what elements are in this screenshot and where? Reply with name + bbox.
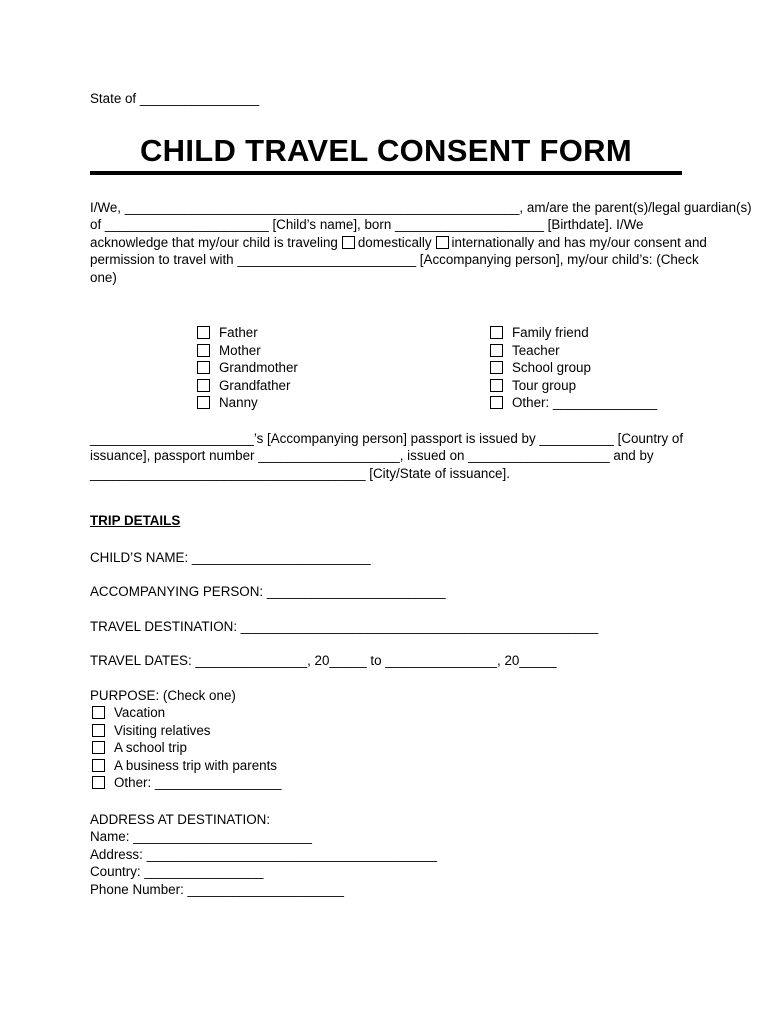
title-underline xyxy=(90,171,682,175)
checkbox-label: A school trip xyxy=(114,740,187,755)
checkbox-label: A business trip with parents xyxy=(114,757,278,773)
purpose-option-other xyxy=(92,774,682,792)
grandmother-checkbox[interactable] xyxy=(197,361,210,374)
relationship-option-grandfather xyxy=(197,377,490,395)
purpose-heading: PURPOSE: (Check one) xyxy=(90,687,236,703)
purpose-option-visiting-relatives xyxy=(92,722,682,740)
checkbox-label: Mother xyxy=(219,342,261,358)
intro-line-3b: domestically xyxy=(357,234,432,250)
form-title: CHILD TRAVEL CONSENT FORM xyxy=(139,132,632,168)
destination-name-line: Name: ________________________ xyxy=(90,829,312,844)
accompanying-person-line: ACCOMPANYING PERSON: ________________________ xyxy=(90,584,446,599)
checkbox-label: Visiting relatives xyxy=(114,722,211,738)
passport-line-3: _____________________________________ [City/State of issuance]. xyxy=(90,465,510,481)
checkbox-label: Tour group xyxy=(512,377,577,393)
checkbox-label: Father xyxy=(219,325,258,340)
checkbox-label: Grandfather xyxy=(219,377,291,393)
passport-line-2: issuance], passport number ___________________, issued on ___________________ and by xyxy=(90,448,654,463)
state-of-line: State of ________________ xyxy=(90,91,260,106)
relationship-option-family-friend xyxy=(490,324,657,342)
checkbox-label: Other: _________________ xyxy=(114,775,282,790)
intro-line-3c: internationally and has my/our consent and xyxy=(451,234,707,250)
visiting-relatives-checkbox[interactable] xyxy=(92,724,105,737)
relationship-option-other xyxy=(490,394,657,412)
childs-name-line: CHILD’S NAME: ________________________ xyxy=(90,549,371,565)
internationally-checkbox[interactable] xyxy=(436,236,449,249)
relationship-option-school-group xyxy=(490,359,657,377)
travel-destination-line: TRAVEL DESTINATION: ________________________________________________ xyxy=(90,618,599,634)
nanny-checkbox[interactable] xyxy=(197,396,210,409)
relationship-option-nanny xyxy=(197,394,490,412)
relationship-option-father xyxy=(197,324,490,342)
checkbox-label: School group xyxy=(512,360,591,375)
checkbox-label: Family friend xyxy=(512,325,589,340)
intro-paragraph xyxy=(90,199,752,287)
relationship-option-tour-group xyxy=(490,377,657,395)
vacation-checkbox[interactable] xyxy=(92,706,105,719)
grandfather-checkbox[interactable] xyxy=(197,379,210,392)
purpose-option-vacation xyxy=(92,704,682,722)
purpose-other-checkbox[interactable] xyxy=(92,776,105,789)
relationship-option-mother xyxy=(197,342,490,360)
relationship-column-left xyxy=(197,324,490,412)
intro-line-3a: acknowledge that my/our child is traveling xyxy=(90,234,338,250)
destination-phone-line: Phone Number: _____________________ xyxy=(90,881,344,897)
relationship-option-grandmother xyxy=(197,359,490,377)
passport-paragraph xyxy=(90,430,682,483)
relationship-column-right xyxy=(490,324,657,412)
checkbox-label: Grandmother xyxy=(219,360,298,375)
checkbox-label: Nanny xyxy=(219,395,258,410)
intro-line-1: I/We, _____________________________________________________, am/are the parent(s)/legal guardian(s) xyxy=(90,199,752,215)
relationship-option-teacher xyxy=(490,342,657,360)
purpose-option-business-trip xyxy=(92,757,682,775)
checkbox-label: Teacher xyxy=(512,342,560,358)
travel-dates-line: TRAVEL DATES: _______________, 20_____ to _______________, 20_____ xyxy=(90,653,557,668)
passport-line-1: ______________________’s [Accompanying person] passport is issued by __________ [Country of xyxy=(90,430,684,446)
checkbox-label: Vacation xyxy=(114,705,166,720)
mother-checkbox[interactable] xyxy=(197,344,210,357)
tour-group-checkbox[interactable] xyxy=(490,379,503,392)
intro-line-4: permission to travel with ________________________ [Accompanying person], my/our child’s: (Check xyxy=(90,252,699,267)
address-at-destination-heading: ADDRESS AT DESTINATION: xyxy=(90,811,271,827)
family-friend-checkbox[interactable] xyxy=(490,326,503,339)
school-trip-checkbox[interactable] xyxy=(92,741,105,754)
teacher-checkbox[interactable] xyxy=(490,344,503,357)
trip-details-heading: TRIP DETAILS xyxy=(90,513,181,528)
school-group-checkbox[interactable] xyxy=(490,361,503,374)
relationship-other-checkbox[interactable] xyxy=(490,396,503,409)
destination-address-line: Address: _______________________________________ xyxy=(90,846,438,862)
relationship-check-group xyxy=(197,324,682,412)
destination-country-line: Country: ________________ xyxy=(90,864,264,879)
purpose-option-school-trip xyxy=(92,739,682,757)
domestically-checkbox[interactable] xyxy=(342,236,355,249)
purpose-check-group xyxy=(92,704,682,792)
checkbox-label: Other: ______________ xyxy=(512,395,658,410)
intro-line-2: of ______________________ [Child’s name], born ____________________ [Birthdate]. I/We xyxy=(90,217,644,232)
father-checkbox[interactable] xyxy=(197,326,210,339)
business-trip-checkbox[interactable] xyxy=(92,759,105,772)
intro-line-5: one) xyxy=(90,269,117,285)
